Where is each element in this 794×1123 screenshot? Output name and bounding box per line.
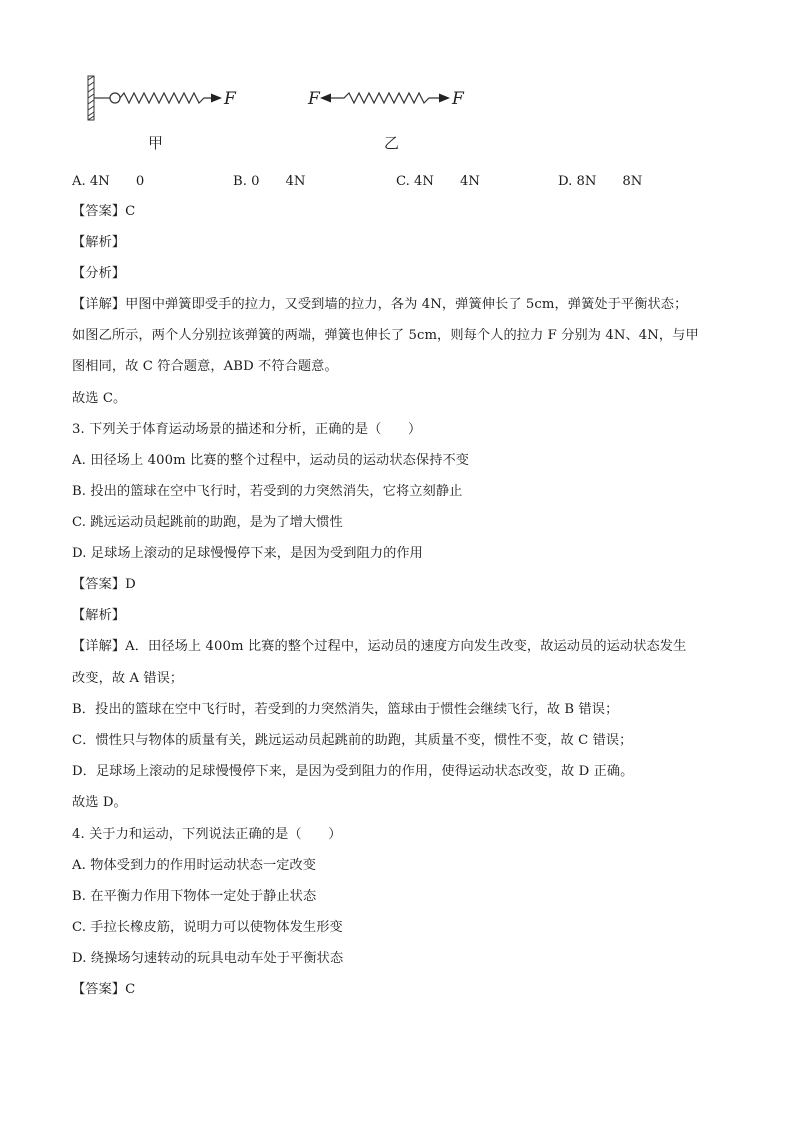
q3-detail-line-3: B．投出的篮球在空中飞行时，若受到的力突然消失，篮球由于惯性会继续飞行，故 B 错误；: [72, 702, 619, 717]
figure-label-yi: 乙: [384, 134, 400, 152]
q4-option-d: D. 绕操场匀速转动的玩具电动车处于平衡状态: [72, 951, 344, 966]
force-f-label-left: F: [224, 89, 236, 109]
q3-option-a: A. 田径场上 400m 比赛的整个过程中，运动员的运动状态保持不变: [72, 453, 470, 468]
q3-stem: 3. 下列关于体育运动场景的描述和分析，正确的是（ ）: [72, 422, 422, 437]
spring-figure: [0, 60, 794, 160]
q2-answer: 【答案】C: [72, 204, 136, 219]
q3-option-d: D. 足球场上滚动的足球慢慢停下来，是因为受到阻力的作用: [72, 546, 423, 561]
q2-detail-line-3: 图相同，故 C 符合题意，ABD 不符合题意。: [72, 359, 338, 374]
force-f-label-right-b: F: [452, 89, 464, 109]
q3-detail-line-5: D．足球场上滚动的足球慢慢停下来，是因为受到阻力的作用，使得运动状态改变，故 D 正确。: [72, 764, 634, 779]
choice-b: B. 0 4N: [233, 174, 306, 189]
q2-conclusion: 故选 C。: [72, 391, 127, 406]
q4-option-a: A. 物体受到力的作用时运动状态一定改变: [72, 858, 317, 873]
choice-c: C. 4N 4N: [396, 174, 480, 189]
q4-stem: 4. 关于力和运动，下列说法正确的是（ ）: [72, 827, 342, 842]
wall-spring-setup: [88, 76, 237, 120]
two-hand-spring-setup: [307, 89, 465, 109]
q3-detail-line-2: 改变，故 A 错误；: [72, 671, 184, 686]
q2-detail-line-1: 【详解】甲图中弹簧即受手的拉力，又受到墙的拉力，各为 4N，弹簧伸长了 5cm，弹簧处于平衡状态；: [72, 297, 688, 312]
q3-answer: 【答案】D: [72, 577, 136, 592]
q4-option-b: B. 在平衡力作用下物体一定处于静止状态: [72, 889, 317, 904]
q4-answer: 【答案】C: [72, 982, 136, 997]
choice-d: D. 8N 8N: [558, 174, 643, 189]
choice-a: A. 4N 0: [72, 174, 145, 189]
q3-analysis-heading: 【解析】: [72, 608, 126, 623]
q3-detail-line-4: C．惯性只与物体的质量有关，跳远运动员起跳前的助跑，其质量不变，惯性不变，故 C 错误；: [72, 733, 633, 748]
q3-option-c: C. 跳远运动员起跳前的助跑，是为了增大惯性: [72, 515, 343, 530]
q4-option-c: C. 手拉长橡皮筋，说明力可以使物体发生形变: [72, 920, 343, 935]
figure-label-jia: 甲: [148, 134, 164, 152]
q2-detail-line-2: 如图乙所示，两个人分别拉该弹簧的两端，弹簧也伸长了 5cm，则每个人的拉力 F 分别为 4N、4N，与甲: [72, 328, 699, 343]
q3-detail-line-1: 【详解】A．田径场上 400m 比赛的整个过程中，运动员的速度方向发生改变，故运动员的运动状态发生: [72, 639, 687, 654]
q2-fenxi-heading: 【分析】: [72, 266, 126, 281]
q3-conclusion: 故选 D。: [72, 795, 127, 810]
q3-option-b: B. 投出的篮球在空中飞行时，若受到的力突然消失，它将立刻静止: [72, 484, 463, 499]
force-f-label-right-a: F: [308, 89, 320, 109]
q2-analysis-heading: 【解析】: [72, 235, 126, 250]
